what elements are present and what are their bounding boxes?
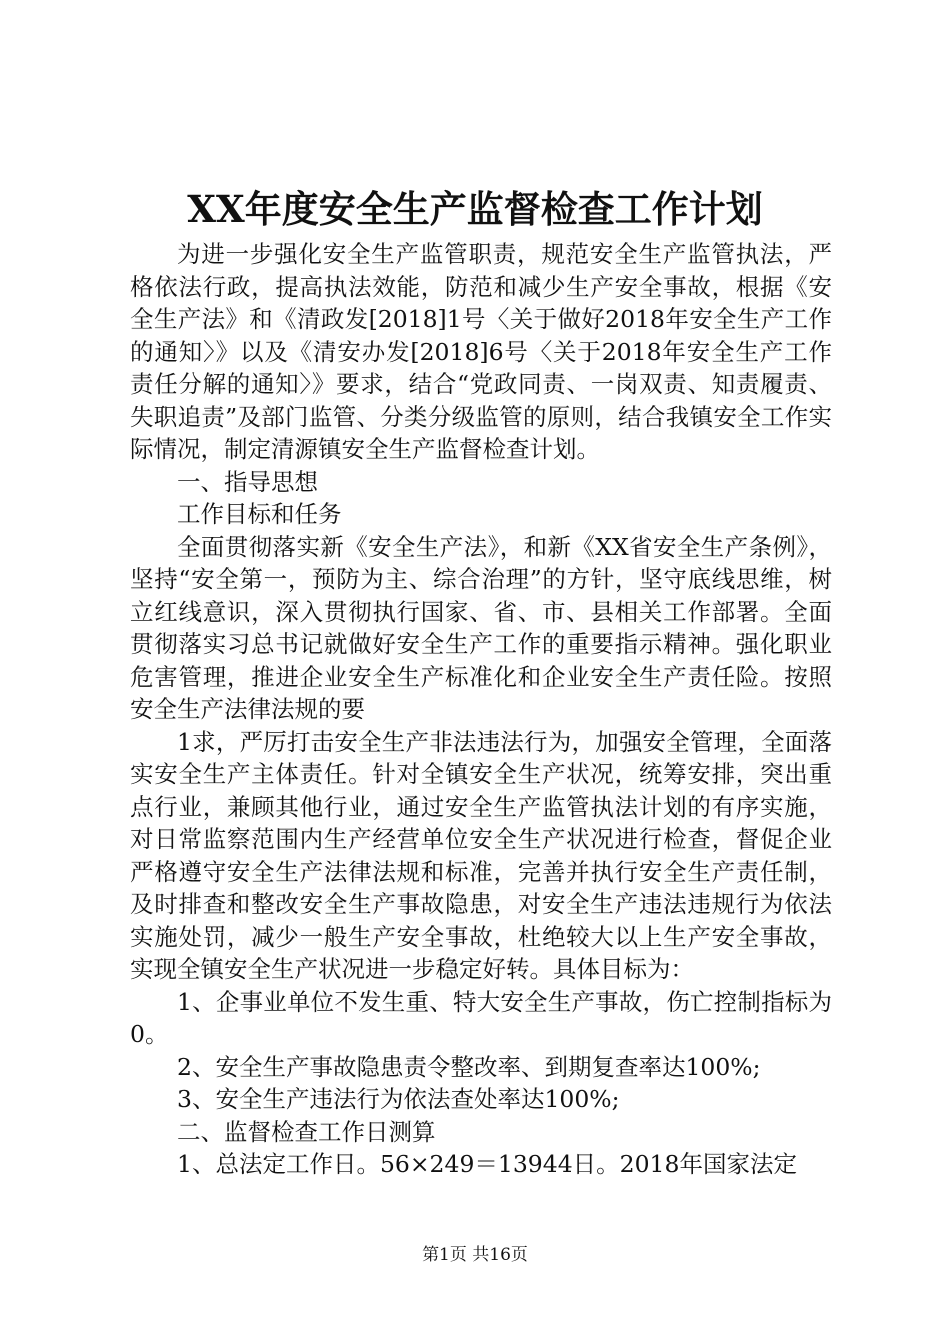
- list-item-goal-3: 3、安全生产违法行为依法查处率达100%;: [177, 1085, 620, 1113]
- page-title: XX年度安全生产监督检查工作计划: [187, 187, 763, 231]
- list-item-goal-2: 2、安全生产事故隐患责令整改率、到期复查率达100%;: [177, 1052, 761, 1081]
- list-item-workday-1: 1、总法定工作日。56×249＝13944日。2018年国家法定: [177, 1150, 797, 1178]
- document-body: [130, 238, 832, 1181]
- heading-guiding-ideology: 一、指导思想: [177, 467, 318, 496]
- heading-workday-estimation: 二、监督检查工作日测算: [177, 1117, 436, 1146]
- paragraph-implementation: 全面贯彻落实新《安全生产法》，和新《XX省安全生产条例》，坚持“安全第一，预防为主、综合治理”的方针，坚守底线思维，树立红线意识，深入贯彻执行国家、省、市、县相关工作部署。全面贯彻落实习总书记就做好安全生产工作的重要指示精神。强化职业危害管理，推进企业安全生产标准化和企业安全生产责任险。按照安全生产法律法规的要: [130, 532, 832, 723]
- paragraph-intro: 为进一步强化安全生产监管职责，规范安全生产监管执法，严格依法行政，提高执法效能，防范和减少生产安全事故，根据《安全生产法》和《清政发[2018]1号〈关于做好2018年安全生产工作的通知〉》以及《清安办发[2018]6号〈关于2018年安全生产工作责任分解的通知〉》要求，结合“党政同责、一岗双责、知责履责、失职追责”及部门监管、分类分级监管的原则，结合我镇安全工作实际情况，制定清源镇安全生产监督检查计划。: [130, 240, 832, 463]
- heading-goals-and-tasks: 工作目标和任务: [177, 500, 342, 528]
- paragraph-requirements: 1求，严厉打击安全生产非法违法行为，加强安全管理，全面落实安全生产主体责任。针对全镇安全生产状况，统筹安排，突出重点行业，兼顾其他行业，通过安全生产监管执法计划的有序实施，对日常监察范围内生产经营单位安全生产状况进行检查，督促企业严格遵守安全生产法律法规和标准，完善并执行安全生产责任制，及时排查和整改安全生产事故隐患，对安全生产违法违规行为依法实施处罚，减少一般生产安全事故，杜绝较大以上生产安全事故，实现全镇安全生产状况进一步稳定好转。具体目标为：: [130, 727, 832, 983]
- page-footer: 第1页 共16页: [422, 1245, 528, 1265]
- list-item-goal-1: 1、企事业单位不发生重、特大安全生产事故，伤亡控制指标为0。: [130, 987, 832, 1048]
